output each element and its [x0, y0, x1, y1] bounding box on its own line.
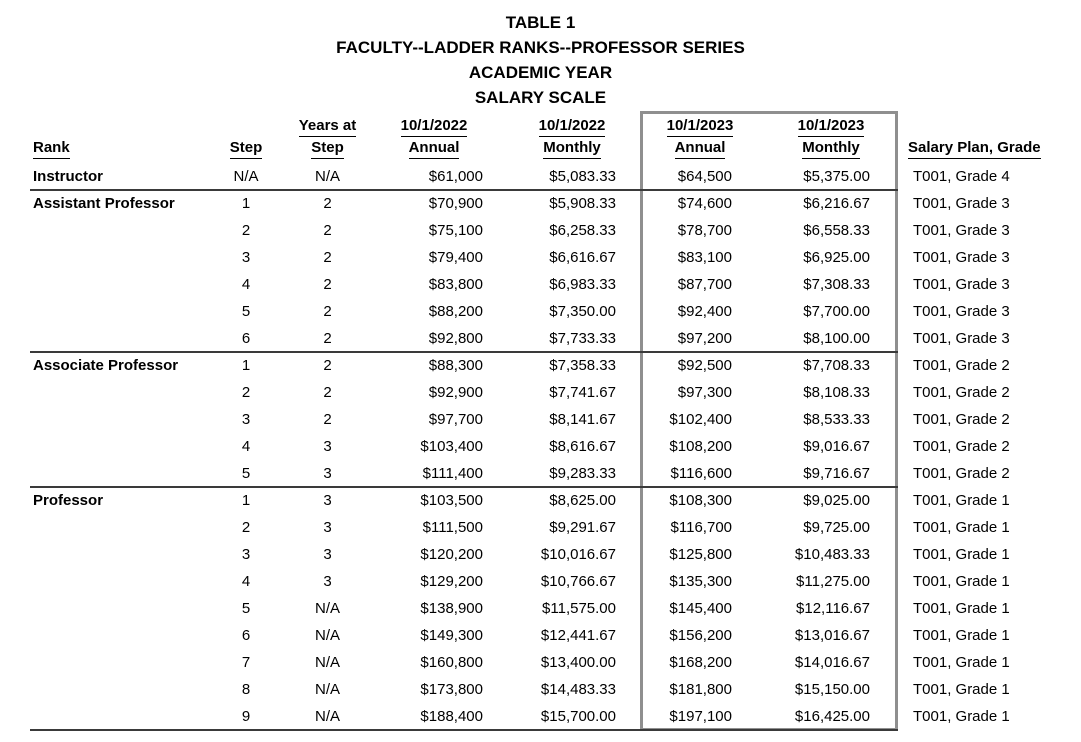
column-header-annual-2022-date	[380, 117, 488, 137]
monthly-2022-cell: $14,483.33	[540, 681, 616, 698]
annual-2023-cell: $116,600	[670, 465, 732, 482]
step-cell: 2	[241, 222, 251, 239]
monthly-2022-cell: $9,291.67	[549, 519, 616, 536]
monthly-2022-cell: $12,441.67	[540, 627, 616, 644]
step-cell: 5	[241, 303, 251, 320]
table-row	[0, 244, 1081, 271]
rank-cell: Assistant Professor	[33, 195, 175, 212]
annual-2023-cell: $102,400	[669, 411, 732, 428]
rank-cell	[33, 541, 213, 568]
annual-2022-cell: $88,300	[428, 357, 483, 374]
table-row	[0, 271, 1081, 298]
rank-cell: Instructor	[33, 168, 104, 185]
monthly-2023-cell: $8,108.33	[803, 384, 870, 401]
rank-cell: Professor	[33, 492, 104, 509]
monthly-2022-cell: $11,575.00	[542, 600, 616, 617]
annual-2022-cell: $173,800	[420, 681, 483, 698]
rank-cell	[33, 379, 213, 406]
years-step-label: Step	[311, 139, 344, 159]
table-row	[0, 595, 1081, 622]
section-divider-line	[30, 351, 898, 353]
monthly-2022-cell: $5,908.33	[549, 195, 616, 212]
salary-plan-cell: T001, Grade 1	[913, 546, 1010, 563]
table-row	[0, 379, 1081, 406]
table-row	[0, 352, 1081, 379]
column-header-years-at-step-line1	[285, 117, 370, 137]
table-row	[0, 487, 1081, 514]
years-at-step-cell: N/A	[314, 654, 340, 671]
annual-2022-cell: $129,200	[420, 573, 483, 590]
salary-plan-cell: T001, Grade 3	[913, 276, 1010, 293]
monthly-2023-cell: $7,308.33	[803, 276, 870, 293]
annual-2022-cell: $92,800	[428, 330, 483, 347]
monthly-2022-cell: $9,283.33	[549, 465, 616, 482]
monthly-2023-cell: $9,725.00	[803, 519, 870, 536]
annual-2022-cell: $79,400	[428, 249, 483, 266]
years-at-step-cell: 2	[323, 411, 332, 428]
step-cell: 5	[241, 600, 251, 617]
annual-2022-cell: $70,900	[428, 195, 483, 212]
rank-cell	[33, 298, 213, 325]
step-cell: 6	[241, 330, 251, 347]
monthly-2022-cell: $7,350.00	[549, 303, 616, 320]
salary-plan-grade-label: Salary Plan, Grade	[908, 139, 1041, 159]
monthly-2023-cell: $10,483.33	[794, 546, 870, 563]
annual-2022-cell: $120,200	[420, 546, 483, 563]
years-at-step-cell: 2	[323, 330, 332, 347]
annual-2023-cell: $135,300	[669, 573, 732, 590]
monthly-2022-cell: $7,733.33	[549, 330, 616, 347]
monthly-2023-cell: $9,716.67	[803, 465, 870, 482]
annual-2022-cell: $149,300	[420, 627, 483, 644]
annual-2023-cell: $108,300	[669, 492, 732, 509]
section-divider-line	[30, 729, 898, 731]
years-at-step-cell: 3	[323, 519, 332, 536]
years-at-step-cell: 3	[323, 438, 332, 455]
salary-plan-cell: T001, Grade 2	[913, 411, 1010, 428]
monthly-2022-cell: $5,083.33	[549, 168, 616, 185]
step-cell: 4	[241, 276, 251, 293]
rank-cell	[33, 460, 213, 487]
salary-plan-cell: T001, Grade 2	[913, 357, 1010, 374]
table-row	[0, 541, 1081, 568]
annual-2023-cell: $197,100	[669, 708, 732, 725]
rank-cell	[33, 676, 213, 703]
annual-2023-cell: $145,400	[669, 600, 732, 617]
monthly-2022-cell: $6,258.33	[549, 222, 616, 239]
table-row	[0, 190, 1081, 217]
rank-cell	[33, 217, 213, 244]
table-row	[0, 514, 1081, 541]
monthly-2023-cell: $13,016.67	[794, 627, 870, 644]
step-cell: 9	[241, 708, 251, 725]
rank-cell	[33, 271, 213, 298]
rank-cell: Associate Professor	[33, 357, 179, 374]
monthly-2023-cell: $6,216.67	[803, 195, 870, 212]
years-at-step-cell: 3	[323, 546, 332, 563]
monthly-2022-cell: $7,358.33	[549, 357, 616, 374]
rank-cell	[33, 514, 213, 541]
step-cell: 2	[241, 384, 251, 401]
rank-cell	[33, 325, 213, 352]
step-cell: 8	[241, 681, 251, 698]
monthly-2022-cell: $7,741.67	[549, 384, 616, 401]
step-cell: 3	[241, 249, 251, 266]
annual-2022-cell: $188,400	[420, 708, 483, 725]
annual-2023-cell: $92,500	[677, 357, 732, 374]
years-at-step-cell: 2	[323, 276, 332, 293]
monthly-2023-cell: $5,375.00	[803, 168, 870, 185]
step-cell: 3	[241, 411, 251, 428]
annual-2022-cell: $111,400	[422, 465, 483, 482]
monthly-2022-cell: $8,625.00	[549, 492, 616, 509]
annual-2022-cell: $61,000	[428, 168, 483, 185]
title-series: FACULTY--LADDER RANKS--PROFESSOR SERIES	[336, 38, 745, 57]
annual-2023-cell: $156,200	[669, 627, 732, 644]
annual-2023-label: Annual	[675, 139, 726, 159]
monthly-2023-cell: $6,558.33	[803, 222, 870, 239]
monthly-2023-cell: $9,016.67	[803, 438, 870, 455]
rank-cell	[33, 595, 213, 622]
table-row	[0, 649, 1081, 676]
table-row	[0, 676, 1081, 703]
column-header-monthly-2022-date	[524, 117, 620, 137]
table-row	[0, 460, 1081, 487]
annual-2022-cell: $88,200	[428, 303, 483, 320]
rank-cell	[33, 703, 213, 730]
monthly-2023-cell: $14,016.67	[794, 654, 870, 671]
monthly-2022-label: Monthly	[543, 139, 601, 159]
monthly-2023-cell: $8,100.00	[803, 330, 870, 347]
step-cell: 6	[241, 627, 251, 644]
salary-plan-cell: T001, Grade 1	[913, 573, 1010, 590]
rank-cell	[33, 649, 213, 676]
document-title	[0, 10, 1081, 110]
monthly-2022-date-label: 10/1/2022	[539, 117, 606, 137]
step-cell: 2	[241, 519, 251, 536]
monthly-2023-cell: $8,533.33	[803, 411, 870, 428]
annual-2023-cell: $168,200	[669, 654, 732, 671]
section-divider-line	[30, 486, 898, 488]
rank-cell	[33, 568, 213, 595]
salary-plan-cell: T001, Grade 3	[913, 249, 1010, 266]
salary-plan-cell: T001, Grade 3	[913, 222, 1010, 239]
annual-2023-cell: $64,500	[677, 168, 732, 185]
step-cell: 1	[241, 492, 251, 509]
rank-cell	[33, 622, 213, 649]
monthly-2023-label: Monthly	[802, 139, 860, 159]
step-cell: 5	[241, 465, 251, 482]
annual-2023-cell: $74,600	[677, 195, 732, 212]
years-at-step-cell: 2	[323, 303, 332, 320]
years-at-step-cell: 2	[323, 249, 332, 266]
column-header-monthly-2023-date	[786, 117, 876, 137]
annual-2022-cell: $92,900	[428, 384, 483, 401]
rank-cell	[33, 433, 213, 460]
salary-plan-cell: T001, Grade 1	[913, 681, 1010, 698]
rank-cell	[33, 406, 213, 433]
title-table-number: TABLE 1	[505, 13, 576, 32]
annual-2023-cell: $92,400	[677, 303, 732, 320]
table-row	[0, 163, 1081, 190]
column-header-step-label: Step	[230, 139, 263, 159]
monthly-2022-cell: $8,616.67	[549, 438, 616, 455]
column-header-years-at-step-line2	[285, 139, 370, 159]
salary-plan-cell: T001, Grade 1	[913, 627, 1010, 644]
table-row	[0, 433, 1081, 460]
monthly-2023-cell: $11,275.00	[796, 573, 870, 590]
years-at-step-cell: 2	[323, 384, 332, 401]
salary-plan-cell: T001, Grade 1	[913, 600, 1010, 617]
monthly-2022-cell: $15,700.00	[540, 708, 616, 725]
step-cell: N/A	[233, 168, 259, 185]
salary-plan-cell: T001, Grade 2	[913, 384, 1010, 401]
monthly-2023-cell: $16,425.00	[794, 708, 870, 725]
table-row	[0, 325, 1081, 352]
column-header-rank-label: Rank	[33, 139, 70, 159]
column-header-monthly-2023	[786, 139, 876, 159]
annual-2022-cell: $103,500	[420, 492, 483, 509]
annual-2022-cell: $103,400	[420, 438, 483, 455]
monthly-2023-cell: $7,700.00	[803, 303, 870, 320]
annual-2023-cell: $116,700	[670, 519, 732, 536]
step-cell: 7	[241, 654, 251, 671]
annual-2023-cell: $108,200	[669, 438, 732, 455]
column-header-step	[210, 139, 282, 159]
monthly-2023-date-label: 10/1/2023	[798, 117, 865, 137]
years-at-step-cell: N/A	[314, 168, 340, 185]
monthly-2023-cell: $6,925.00	[803, 249, 870, 266]
annual-2023-cell: $78,700	[677, 222, 732, 239]
annual-2023-date-label: 10/1/2023	[667, 117, 734, 137]
annual-2022-cell: $83,800	[428, 276, 483, 293]
annual-2023-cell: $125,800	[669, 546, 732, 563]
column-header-rank	[33, 139, 213, 159]
salary-plan-cell: T001, Grade 3	[913, 195, 1010, 212]
years-at-step-cell: 3	[323, 492, 332, 509]
step-cell: 3	[241, 546, 251, 563]
step-cell: 1	[241, 357, 251, 374]
monthly-2023-cell: $9,025.00	[803, 492, 870, 509]
table-row	[0, 298, 1081, 325]
monthly-2022-cell: $8,141.67	[549, 411, 616, 428]
salary-plan-cell: T001, Grade 4	[913, 168, 1010, 185]
years-at-step-cell: 2	[323, 357, 332, 374]
monthly-2022-cell: $6,983.33	[549, 276, 616, 293]
annual-2022-cell: $160,800	[420, 654, 483, 671]
rank-cell	[33, 244, 213, 271]
salary-plan-cell: T001, Grade 1	[913, 492, 1010, 509]
column-header-annual-2023-date	[660, 117, 740, 137]
table-row	[0, 217, 1081, 244]
monthly-2023-cell: $7,708.33	[803, 357, 870, 374]
salary-plan-cell: T001, Grade 1	[913, 519, 1010, 536]
salary-plan-cell: T001, Grade 3	[913, 330, 1010, 347]
annual-2023-cell: $83,100	[677, 249, 732, 266]
column-header-annual-2022	[380, 139, 488, 159]
annual-2022-cell: $111,500	[422, 519, 483, 536]
annual-2023-cell: $87,700	[677, 276, 732, 293]
years-at-step-cell: N/A	[314, 627, 340, 644]
years-at-step-cell: N/A	[314, 681, 340, 698]
salary-plan-cell: T001, Grade 1	[913, 708, 1010, 725]
years-at-step-cell: 2	[323, 195, 332, 212]
step-cell: 4	[241, 573, 251, 590]
monthly-2023-cell: $15,150.00	[794, 681, 870, 698]
monthly-2022-cell: $13,400.00	[540, 654, 616, 671]
annual-2022-cell: $97,700	[428, 411, 483, 428]
step-cell: 4	[241, 438, 251, 455]
years-at-step-cell: N/A	[314, 708, 340, 725]
annual-2022-cell: $75,100	[428, 222, 483, 239]
years-at-step-cell: 3	[323, 573, 332, 590]
monthly-2023-cell: $12,116.67	[796, 600, 870, 617]
annual-2022-date-label: 10/1/2022	[401, 117, 468, 137]
column-header-monthly-2022	[524, 139, 620, 159]
step-cell: 1	[241, 195, 251, 212]
table-row	[0, 568, 1081, 595]
column-header-salary-plan-grade	[908, 139, 1068, 159]
table-row	[0, 622, 1081, 649]
annual-2023-cell: $181,800	[669, 681, 732, 698]
annual-2022-cell: $138,900	[420, 600, 483, 617]
annual-2023-cell: $97,200	[677, 330, 732, 347]
salary-plan-cell: T001, Grade 1	[913, 654, 1010, 671]
monthly-2022-cell: $6,616.67	[549, 249, 616, 266]
years-at-step-cell: 3	[323, 465, 332, 482]
title-salary-scale: SALARY SCALE	[474, 88, 607, 107]
table-row	[0, 703, 1081, 730]
table-row	[0, 406, 1081, 433]
years-at-label: Years at	[299, 117, 357, 137]
column-header-annual-2023	[660, 139, 740, 159]
monthly-2022-cell: $10,016.67	[540, 546, 616, 563]
monthly-2022-cell: $10,766.67	[540, 573, 616, 590]
salary-plan-cell: T001, Grade 2	[913, 438, 1010, 455]
section-divider-line	[30, 189, 898, 191]
years-at-step-cell: N/A	[314, 600, 340, 617]
years-at-step-cell: 2	[323, 222, 332, 239]
salary-plan-cell: T001, Grade 3	[913, 303, 1010, 320]
title-academic-year: ACADEMIC YEAR	[468, 63, 613, 82]
annual-2023-cell: $97,300	[677, 384, 732, 401]
annual-2022-label: Annual	[409, 139, 460, 159]
salary-plan-cell: T001, Grade 2	[913, 465, 1010, 482]
